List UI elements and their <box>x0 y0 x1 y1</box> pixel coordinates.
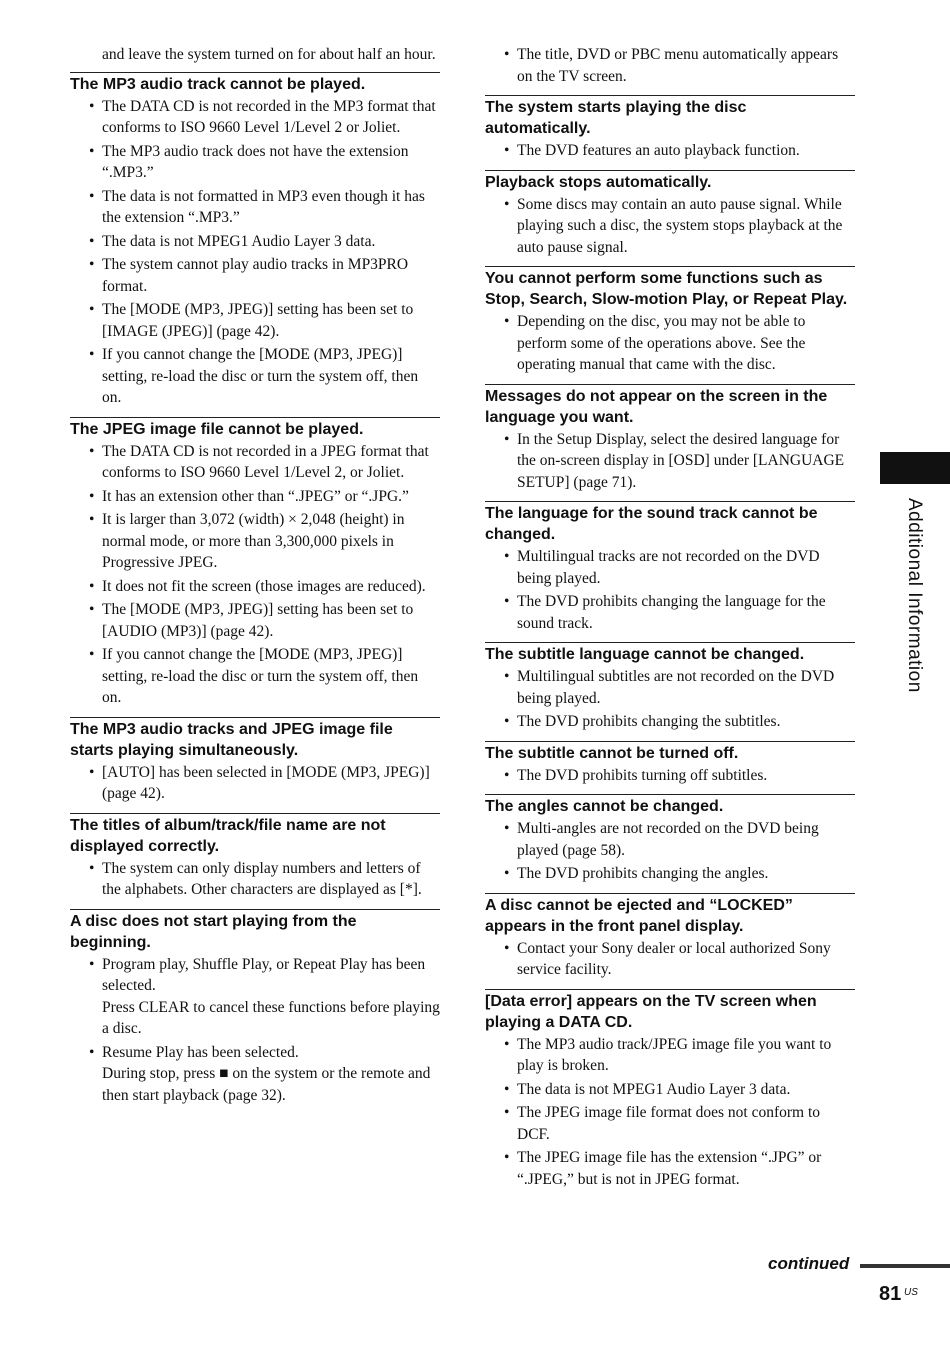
bullet-text: It is larger than 3,072 (width) × 2,048 (height) in normal mode, or more than 3,300,000 pixels in Progressive JPEG. <box>102 511 405 571</box>
bullet-item <box>70 299 440 342</box>
bullet-item <box>70 231 440 253</box>
troubleshooting-section <box>70 417 440 709</box>
bullet-text: The DVD prohibits changing the language for the sound track. <box>517 593 826 632</box>
bullet-text: The DVD features an auto playback function. <box>517 142 800 159</box>
bullet-text: The DVD prohibits turning off subtitles. <box>517 766 768 784</box>
bullet-text: If you cannot change the [MODE (MP3, JPEG)] setting, re-load the disc or turn the system off, then on. <box>102 346 419 406</box>
bullet-list <box>485 818 855 885</box>
troubleshooting-section <box>70 813 440 901</box>
bullet-text: If you cannot change the [MODE (MP3, JPEG)] setting, re-load the disc or turn the system off, then on. <box>102 646 419 706</box>
continued-rule <box>860 1264 950 1268</box>
section-heading: The JPEG image file cannot be played. <box>70 420 364 438</box>
page-number: 81 <box>879 1283 902 1305</box>
bullet-item <box>70 186 440 229</box>
section-heading: You cannot perform some functions such as Stop, Search, Slow-motion Play, or Repeat Play. <box>485 270 848 308</box>
bullet-text: The DATA CD is not recorded in the MP3 format that conforms to ISO 9660 Level 1/Level 2 or Joliet. <box>102 97 436 136</box>
troubleshooting-section <box>485 893 855 981</box>
bullet-text: The [MODE (MP3, JPEG)] setting has been set to [AUDIO (MP3)] (page 42). <box>102 601 414 640</box>
bullet-subtext: Press CLEAR to cancel these functions before playing a disc. <box>102 998 440 1037</box>
section-heading: The system starts playing the disc automatically. <box>485 99 747 137</box>
right-column <box>485 44 855 1198</box>
bullet-item <box>485 765 855 787</box>
bullet-list <box>485 194 855 259</box>
bullet-text: [AUTO] has been selected in [MODE (MP3, JPEG)] (page 42). <box>102 763 430 802</box>
bullet-text: Depending on the disc, you may not be able to perform some of the operations above. See the operating manual that came with the disc. <box>517 313 806 373</box>
bullet-list <box>70 441 440 709</box>
bullet-text: In the Setup Display, select the desired language for the on-screen display in [OSD] under [LANGUAGE SETUP] (page 71). <box>517 430 845 491</box>
left-column <box>70 44 440 1114</box>
bullet-text: The [MODE (MP3, JPEG)] setting has been set to [IMAGE (JPEG)] (page 42). <box>102 301 414 340</box>
bullet-list <box>70 858 440 901</box>
bullet-list <box>485 546 855 634</box>
continued-label: continued <box>768 1254 850 1273</box>
section-heading: Playback stops automatically. <box>485 173 712 191</box>
bullet-item <box>485 1102 855 1145</box>
bullet-text: The data is not MPEG1 Audio Layer 3 data. <box>517 1080 791 1098</box>
bullet-item <box>485 194 855 259</box>
bullet-text: Multilingual subtitles are not recorded on the DVD being played. <box>517 668 835 707</box>
troubleshooting-section <box>485 989 855 1191</box>
bullet-item <box>485 863 855 885</box>
bullet-item <box>70 576 440 598</box>
troubleshooting-section <box>485 44 855 87</box>
troubleshooting-section <box>485 741 855 787</box>
bullet-item <box>485 938 855 981</box>
section-heading: The MP3 audio track cannot be played. <box>70 75 366 93</box>
bullet-item <box>485 711 855 733</box>
section-heading: [Data error] appears on the TV screen when playing a DATA CD. <box>485 992 817 1031</box>
section-heading: A disc cannot be ejected and “LOCKED” appears in the front panel display. <box>485 896 793 935</box>
bullet-item <box>70 441 440 484</box>
bullet-list <box>485 140 855 162</box>
bullet-text: The DVD prohibits changing the subtitles. <box>517 713 781 730</box>
section-heading: The subtitle language cannot be changed. <box>485 646 805 663</box>
bullet-text: The data is not formatted in MP3 even though it has the extension “.MP3.” <box>102 187 425 226</box>
troubleshooting-section <box>485 95 855 162</box>
bullet-item <box>70 599 440 642</box>
bullet-item <box>70 486 440 508</box>
bullet-subtext: During stop, press ■ on the system or the remote and then start playback (page 32). <box>102 1065 431 1104</box>
troubleshooting-section <box>70 72 440 409</box>
bullet-text: Program play, Shuffle Play, or Repeat Play has been selected. <box>102 955 426 994</box>
section-heading: The language for the sound track cannot be changed. <box>485 505 818 543</box>
bullet-item <box>485 1079 855 1101</box>
section-heading: The angles cannot be changed. <box>485 798 724 815</box>
bullet-text: The title, DVD or PBC menu automatically appears on the TV screen. <box>517 46 839 85</box>
bullet-item <box>70 762 440 805</box>
side-tab-label: Additional Information <box>904 498 925 693</box>
troubleshooting-section <box>70 909 440 1107</box>
bullet-text: The DVD prohibits changing the angles. <box>517 865 769 882</box>
bullet-item <box>70 344 440 409</box>
bullet-text: The JPEG image file has the extension “.JPG” or “.JPEG,” but is not in JPEG format. <box>517 1149 822 1188</box>
section-heading: Messages do not appear on the screen in the language you want. <box>485 387 828 426</box>
bullet-item <box>485 666 855 709</box>
troubleshooting-section <box>485 170 855 259</box>
bullet-text: It has an extension other than “.JPEG” or “.JPG.” <box>102 487 409 505</box>
bullet-text: It does not fit the screen (those images are reduced). <box>102 577 426 595</box>
bullet-text: Contact your Sony dealer or local authorized Sony service facility. <box>517 939 831 978</box>
bullet-list <box>485 666 855 733</box>
bullet-item <box>70 509 440 574</box>
bullet-item <box>70 254 440 297</box>
bullet-item <box>485 591 855 634</box>
troubleshooting-section <box>485 384 855 494</box>
troubleshooting-section <box>485 266 855 376</box>
bullet-list <box>485 1034 855 1191</box>
bullet-text: The system cannot play audio tracks in MP3PRO format. <box>102 256 409 295</box>
bullet-item <box>485 1147 855 1190</box>
bullet-list <box>70 954 440 1107</box>
troubleshooting-section <box>485 642 855 733</box>
bullet-list <box>485 429 855 494</box>
bullet-item <box>70 96 440 139</box>
section-heading: A disc does not start playing from the beginning. <box>70 912 357 951</box>
bullet-item <box>70 141 440 184</box>
bullet-list <box>485 765 855 787</box>
bullet-list <box>70 762 440 805</box>
bullet-item <box>70 858 440 901</box>
bullet-item <box>485 1034 855 1077</box>
bullet-item <box>70 1042 440 1107</box>
bullet-item <box>485 140 855 162</box>
bullet-text: The data is not MPEG1 Audio Layer 3 data. <box>102 232 376 250</box>
lead-paragraph: and leave the system turned on for about half an hour. <box>102 46 436 63</box>
section-heading: The titles of album/track/file name are not displayed correctly. <box>70 816 386 855</box>
section-heading: The MP3 audio tracks and JPEG image file starts playing simultaneously. <box>70 720 393 759</box>
bullet-text: Some discs may contain an auto pause signal. While playing such a disc, the system stops playback at the auto pause signal. <box>517 195 843 256</box>
bullet-item <box>485 429 855 494</box>
bullet-item <box>70 954 440 1040</box>
page-number-suffix: US <box>904 1287 918 1298</box>
bullet-item <box>485 44 855 87</box>
bullet-list <box>70 96 440 409</box>
bullet-item <box>485 311 855 376</box>
bullet-item <box>70 644 440 709</box>
bullet-list <box>485 44 855 87</box>
section-heading: The subtitle cannot be turned off. <box>485 744 739 762</box>
bullet-text: Multi-angles are not recorded on the DVD being played (page 58). <box>517 820 819 859</box>
troubleshooting-section <box>485 794 855 885</box>
bullet-list <box>485 938 855 981</box>
bullet-text: The DATA CD is not recorded in a JPEG format that conforms to ISO 9660 Level 1/Level 2, or Joliet. <box>102 442 429 481</box>
bullet-text: The JPEG image file format does not conform to DCF. <box>517 1104 821 1143</box>
bullet-text: The MP3 audio track does not have the extension “.MP3.” <box>102 142 409 181</box>
bullet-item <box>485 818 855 861</box>
bullet-text: Resume Play has been selected. <box>102 1043 299 1061</box>
bullet-text: Multilingual tracks are not recorded on the DVD being played. <box>517 548 820 587</box>
bullet-item <box>485 546 855 589</box>
bullet-list <box>485 311 855 376</box>
bullet-text: The system can only display numbers and letters of the alphabets. Other characters are displayed as [*]. <box>102 859 422 898</box>
bullet-text: The MP3 audio track/JPEG image file you want to play is broken. <box>517 1035 832 1074</box>
troubleshooting-section <box>70 717 440 805</box>
troubleshooting-section <box>485 501 855 634</box>
side-tab-marker <box>880 452 950 484</box>
